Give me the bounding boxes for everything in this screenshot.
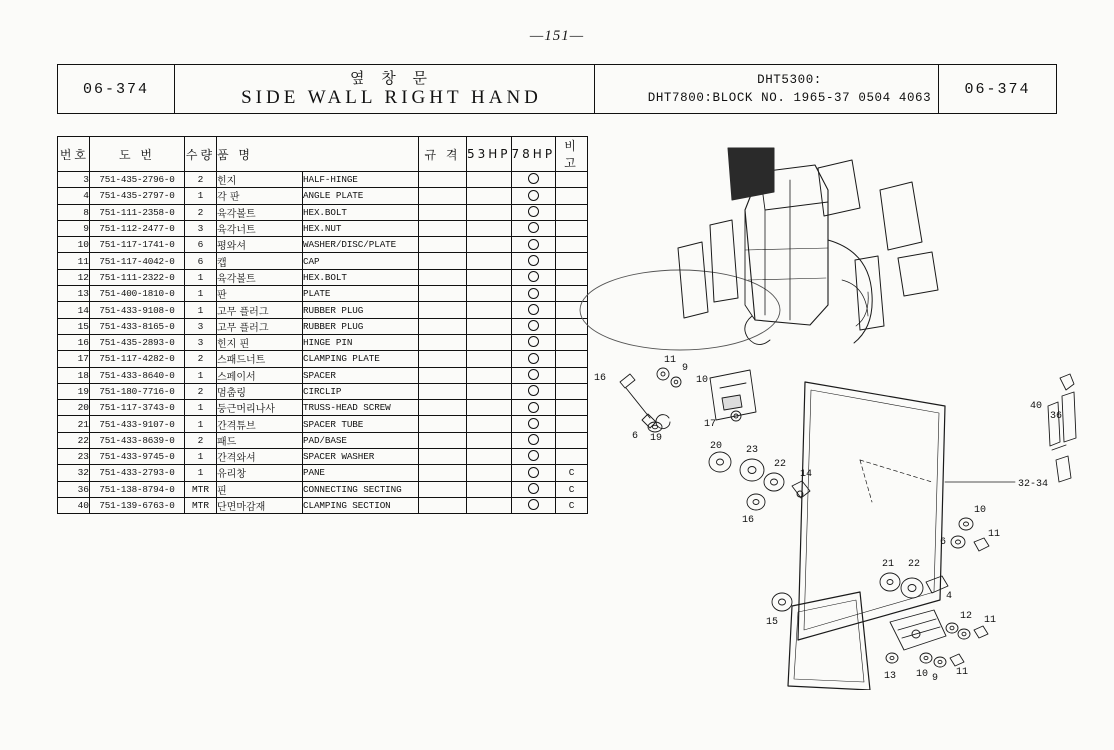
svg-text:11: 11: [956, 667, 969, 678]
svg-text:13: 13: [884, 671, 897, 682]
cell-spec: [419, 269, 467, 285]
section-code-right: 06-374: [964, 80, 1031, 98]
cell-drawing-no: 751-117-3743-0: [90, 400, 185, 416]
cell-name-english: HEX.BOLT: [303, 204, 419, 220]
cell-name-korean: 둥근머리나사: [217, 400, 303, 416]
cell-hp50: [467, 204, 512, 220]
cell-spec: [419, 318, 467, 334]
cell-spec: [419, 416, 467, 432]
exploded-view-illustration: [560, 130, 1110, 690]
cell-no: 9: [58, 220, 90, 236]
svg-text:23: 23: [746, 445, 759, 456]
cell-spec: [419, 481, 467, 497]
model-block-info: [595, 65, 939, 113]
circle-mark-icon: [528, 222, 539, 233]
cell-no: 22: [58, 432, 90, 448]
cell-hp78: [511, 334, 556, 350]
cell-name-korean: 단면마감재: [217, 497, 303, 513]
col-header-no: 번호: [58, 137, 90, 172]
svg-text:10: 10: [696, 375, 709, 386]
col-header-spec: 규 격: [419, 137, 467, 172]
cell-qty: 1: [185, 286, 217, 302]
cell-name-english: HINGE PIN: [303, 334, 419, 350]
cell-hp50: [467, 432, 512, 448]
cell-name-english: HALF-HINGE: [303, 172, 419, 188]
cell-spec: [419, 465, 467, 481]
cell-no: 15: [58, 318, 90, 334]
cell-hp78: [511, 481, 556, 497]
cell-hp78: [511, 286, 556, 302]
cell-drawing-no: 751-117-4282-0: [90, 351, 185, 367]
cell-no: 4: [58, 188, 90, 204]
cell-qty: 3: [185, 318, 217, 334]
table-row: [58, 334, 588, 350]
cell-drawing-no: 751-433-8640-0: [90, 367, 185, 383]
cell-name-english: CLAMPING PLATE: [303, 351, 419, 367]
model-line-2: DHT7800:BLOCK NO. 1965-37 0504 4063: [647, 91, 932, 105]
cell-spec: [419, 188, 467, 204]
cell-remark: C: [556, 497, 588, 513]
cell-drawing-no: 751-400-1810-0: [90, 286, 185, 302]
cell-no: 14: [58, 302, 90, 318]
svg-text:16: 16: [742, 515, 755, 526]
cell-qty: 1: [185, 465, 217, 481]
cell-no: 17: [58, 351, 90, 367]
cell-no: 36: [58, 481, 90, 497]
cell-name-english: CLAMPING SECTION: [303, 497, 419, 513]
circle-mark-icon: [528, 483, 539, 494]
cell-spec: [419, 383, 467, 399]
cell-hp50: [467, 318, 512, 334]
cell-hp78: [511, 172, 556, 188]
cell-name-korean: 육각너트: [217, 220, 303, 236]
circle-mark-icon: [528, 499, 539, 510]
cell-name-english: RUBBER PLUG: [303, 302, 419, 318]
cell-qty: 3: [185, 334, 217, 350]
cell-hp78: [511, 400, 556, 416]
cell-hp50: [467, 237, 512, 253]
parts-table: [57, 136, 588, 514]
cell-spec: [419, 302, 467, 318]
table-row: [58, 172, 588, 188]
title-bar: [57, 64, 1057, 114]
cell-drawing-no: 751-433-9745-0: [90, 449, 185, 465]
table-row: [58, 432, 588, 448]
circle-mark-icon: [528, 467, 539, 478]
cell-no: 18: [58, 367, 90, 383]
svg-text:4: 4: [946, 591, 953, 602]
cell-no: 20: [58, 400, 90, 416]
col-header-hp50: 53HP: [467, 137, 512, 172]
cell-hp50: [467, 481, 512, 497]
cell-name-english: HEX.BOLT: [303, 269, 419, 285]
col-header-drawing: 도 번: [90, 137, 185, 172]
svg-text:9: 9: [682, 363, 689, 374]
cell-drawing-no: 751-138-8794-0: [90, 481, 185, 497]
cell-hp78: [511, 432, 556, 448]
cell-no: 11: [58, 253, 90, 269]
circle-mark-icon: [528, 288, 539, 299]
cell-name-korean: 각 판: [217, 188, 303, 204]
cell-name-english: CAP: [303, 253, 419, 269]
cell-spec: [419, 449, 467, 465]
cell-qty: 1: [185, 400, 217, 416]
table-row: [58, 188, 588, 204]
cell-no: 21: [58, 416, 90, 432]
cell-name-korean: 유리창: [217, 465, 303, 481]
parts-table-body: [58, 172, 588, 514]
cell-hp50: [467, 497, 512, 513]
circle-mark-icon: [528, 385, 539, 396]
cell-hp78: [511, 204, 556, 220]
circle-mark-icon: [528, 353, 539, 364]
cell-no: 3: [58, 172, 90, 188]
cell-name-english: WASHER/DISC/PLATE: [303, 237, 419, 253]
cell-drawing-no: 751-433-8639-0: [90, 432, 185, 448]
cell-name-korean: 힌지 핀: [217, 334, 303, 350]
cell-name-english: SPACER WASHER: [303, 449, 419, 465]
cell-spec: [419, 237, 467, 253]
cell-name-english: PANE: [303, 465, 419, 481]
svg-text:32-34: 32-34: [1018, 479, 1049, 490]
cell-name-korean: 스패드너트: [217, 351, 303, 367]
cell-no: 8: [58, 204, 90, 220]
svg-text:19: 19: [650, 433, 663, 444]
cell-name-english: HEX.NUT: [303, 220, 419, 236]
cell-drawing-no: 751-111-2358-0: [90, 204, 185, 220]
cell-drawing-no: 751-433-9107-0: [90, 416, 185, 432]
cell-hp78: [511, 465, 556, 481]
circle-mark-icon: [528, 369, 539, 380]
cell-qty: 1: [185, 416, 217, 432]
cell-qty: 2: [185, 432, 217, 448]
cell-hp50: [467, 253, 512, 269]
circle-mark-icon: [528, 255, 539, 266]
col-header-name: 품 명: [217, 137, 419, 172]
cell-name-korean: 패드: [217, 432, 303, 448]
cell-name-korean: 핀: [217, 481, 303, 497]
cell-spec: [419, 334, 467, 350]
cell-qty: 2: [185, 383, 217, 399]
cell-drawing-no: 751-111-2322-0: [90, 269, 185, 285]
cell-name-english: TRUSS-HEAD SCREW: [303, 400, 419, 416]
cell-hp78: [511, 220, 556, 236]
table-row: [58, 204, 588, 220]
cell-no: 19: [58, 383, 90, 399]
cell-qty: 3: [185, 220, 217, 236]
svg-text:21: 21: [882, 559, 895, 570]
cell-no: 10: [58, 237, 90, 253]
svg-text:11: 11: [988, 529, 1001, 540]
cell-hp50: [467, 188, 512, 204]
circle-mark-icon: [528, 173, 539, 184]
table-row: [58, 416, 588, 432]
cell-name-korean: 스페이서: [217, 367, 303, 383]
table-row: [58, 449, 588, 465]
table-row: [58, 302, 588, 318]
cell-no: 13: [58, 286, 90, 302]
col-header-remark: 비 고: [556, 137, 588, 172]
table-row: [58, 318, 588, 334]
cell-drawing-no: 751-433-8165-0: [90, 318, 185, 334]
circle-mark-icon: [528, 434, 539, 445]
cell-hp78: [511, 269, 556, 285]
svg-text:40: 40: [1030, 401, 1043, 412]
table-row: [58, 220, 588, 236]
cell-hp50: [467, 465, 512, 481]
svg-text:36: 36: [1050, 411, 1063, 422]
cell-drawing-no: 751-139-6763-0: [90, 497, 185, 513]
cell-name-korean: 힌지: [217, 172, 303, 188]
cell-hp50: [467, 449, 512, 465]
cell-qty: 6: [185, 237, 217, 253]
cell-hp78: [511, 351, 556, 367]
table-row: [58, 253, 588, 269]
cell-name-english: PLATE: [303, 286, 419, 302]
model-line-1: DHT5300:: [757, 72, 822, 87]
cell-name-korean: 간격튜브: [217, 416, 303, 432]
cell-drawing-no: 751-435-2893-0: [90, 334, 185, 350]
circle-mark-icon: [528, 402, 539, 413]
circle-mark-icon: [528, 336, 539, 347]
cell-hp78: [511, 497, 556, 513]
section-title-english: SIDE WALL RIGHT HAND: [241, 86, 542, 108]
cell-qty: 1: [185, 269, 217, 285]
section-title: [175, 65, 595, 113]
table-row: [58, 269, 588, 285]
table-row: [58, 367, 588, 383]
cell-name-korean: 고무 플러그: [217, 318, 303, 334]
cell-no: 12: [58, 269, 90, 285]
svg-text:14: 14: [800, 469, 813, 480]
cell-hp50: [467, 269, 512, 285]
cell-hp78: [511, 449, 556, 465]
cell-name-english: RUBBER PLUG: [303, 318, 419, 334]
table-row: [58, 383, 588, 399]
cell-name-korean: 고무 플러그: [217, 302, 303, 318]
parts-table-header: [58, 137, 588, 172]
cell-spec: [419, 400, 467, 416]
circle-mark-icon: [528, 239, 539, 250]
cell-spec: [419, 253, 467, 269]
circle-mark-icon: [528, 304, 539, 315]
cell-qty: 1: [185, 188, 217, 204]
table-row: [58, 481, 588, 497]
circle-mark-icon: [528, 190, 539, 201]
cell-no: 23: [58, 449, 90, 465]
cell-qty: 1: [185, 302, 217, 318]
svg-text:10: 10: [916, 669, 929, 680]
cell-hp50: [467, 302, 512, 318]
cell-drawing-no: 751-435-2796-0: [90, 172, 185, 188]
cell-hp50: [467, 172, 512, 188]
cell-hp78: [511, 367, 556, 383]
cell-name-english: ANGLE PLATE: [303, 188, 419, 204]
svg-text:11: 11: [664, 355, 677, 366]
cell-drawing-no: 751-112-2477-0: [90, 220, 185, 236]
cell-qty: MTR: [185, 497, 217, 513]
page-number: —151—: [529, 28, 585, 44]
svg-text:17: 17: [704, 419, 717, 430]
table-row: [58, 497, 588, 513]
cell-name-english: SPACER: [303, 367, 419, 383]
cell-qty: MTR: [185, 481, 217, 497]
svg-text:20: 20: [710, 441, 723, 452]
circle-mark-icon: [528, 206, 539, 217]
svg-text:12: 12: [960, 611, 973, 622]
svg-text:15: 15: [766, 617, 779, 628]
svg-text:11: 11: [984, 615, 997, 626]
cell-hp78: [511, 253, 556, 269]
cell-no: 32: [58, 465, 90, 481]
cell-remark: C: [556, 481, 588, 497]
cell-qty: 6: [185, 253, 217, 269]
col-header-hp78: 78HP: [511, 137, 556, 172]
table-row: [58, 286, 588, 302]
cell-name-korean: 간격와셔: [217, 449, 303, 465]
svg-text:6: 6: [940, 537, 947, 548]
cell-drawing-no: 751-180-7716-0: [90, 383, 185, 399]
cell-hp78: [511, 416, 556, 432]
cell-hp50: [467, 220, 512, 236]
svg-text:16: 16: [594, 373, 607, 384]
cell-hp50: [467, 416, 512, 432]
cell-no: 16: [58, 334, 90, 350]
section-title-korean: 옆 창 문: [349, 69, 433, 88]
cell-name-korean: 판: [217, 286, 303, 302]
table-row: [58, 351, 588, 367]
cell-hp78: [511, 318, 556, 334]
circle-mark-icon: [528, 320, 539, 331]
cell-name-english: PAD/BASE: [303, 432, 419, 448]
svg-text:22: 22: [908, 559, 921, 570]
cell-name-korean: 육각볼트: [217, 269, 303, 285]
cell-hp78: [511, 237, 556, 253]
circle-mark-icon: [528, 450, 539, 461]
cell-hp50: [467, 351, 512, 367]
cell-spec: [419, 432, 467, 448]
cell-spec: [419, 286, 467, 302]
cell-spec: [419, 351, 467, 367]
cell-hp50: [467, 334, 512, 350]
cell-drawing-no: 751-117-1741-0: [90, 237, 185, 253]
cell-drawing-no: 751-435-2797-0: [90, 188, 185, 204]
cell-name-korean: 멈춤링: [217, 383, 303, 399]
svg-text:9: 9: [932, 673, 939, 684]
cell-spec: [419, 367, 467, 383]
cell-qty: 1: [185, 367, 217, 383]
cell-hp50: [467, 383, 512, 399]
col-header-qty: 수량: [185, 137, 217, 172]
cell-spec: [419, 172, 467, 188]
svg-text:22: 22: [774, 459, 787, 470]
cell-hp78: [511, 383, 556, 399]
cell-name-korean: 캡: [217, 253, 303, 269]
cell-name-korean: 평와셔: [217, 237, 303, 253]
cell-qty: 2: [185, 172, 217, 188]
cell-spec: [419, 220, 467, 236]
cell-qty: 1: [185, 449, 217, 465]
cell-qty: 2: [185, 351, 217, 367]
table-row: [58, 237, 588, 253]
cell-remark: C: [556, 465, 588, 481]
cell-drawing-no: 751-433-2793-0: [90, 465, 185, 481]
cell-spec: [419, 204, 467, 220]
cell-hp50: [467, 367, 512, 383]
cell-hp50: [467, 400, 512, 416]
cell-no: 40: [58, 497, 90, 513]
cell-drawing-no: 751-433-9108-0: [90, 302, 185, 318]
table-row: [58, 465, 588, 481]
table-row: [58, 400, 588, 416]
cell-hp50: [467, 286, 512, 302]
cell-name-english: SPACER TUBE: [303, 416, 419, 432]
cell-qty: 2: [185, 204, 217, 220]
cell-name-korean: 육각볼트: [217, 204, 303, 220]
svg-text:10: 10: [974, 505, 987, 516]
cell-name-english: CIRCLIP: [303, 383, 419, 399]
cell-drawing-no: 751-117-4042-0: [90, 253, 185, 269]
svg-text:6: 6: [632, 431, 639, 442]
circle-mark-icon: [528, 418, 539, 429]
section-code-left: 06-374: [58, 65, 175, 113]
cell-hp78: [511, 302, 556, 318]
cell-name-english: CONNECTING SECTING: [303, 481, 419, 497]
cell-spec: [419, 497, 467, 513]
cell-hp78: [511, 188, 556, 204]
circle-mark-icon: [528, 271, 539, 282]
